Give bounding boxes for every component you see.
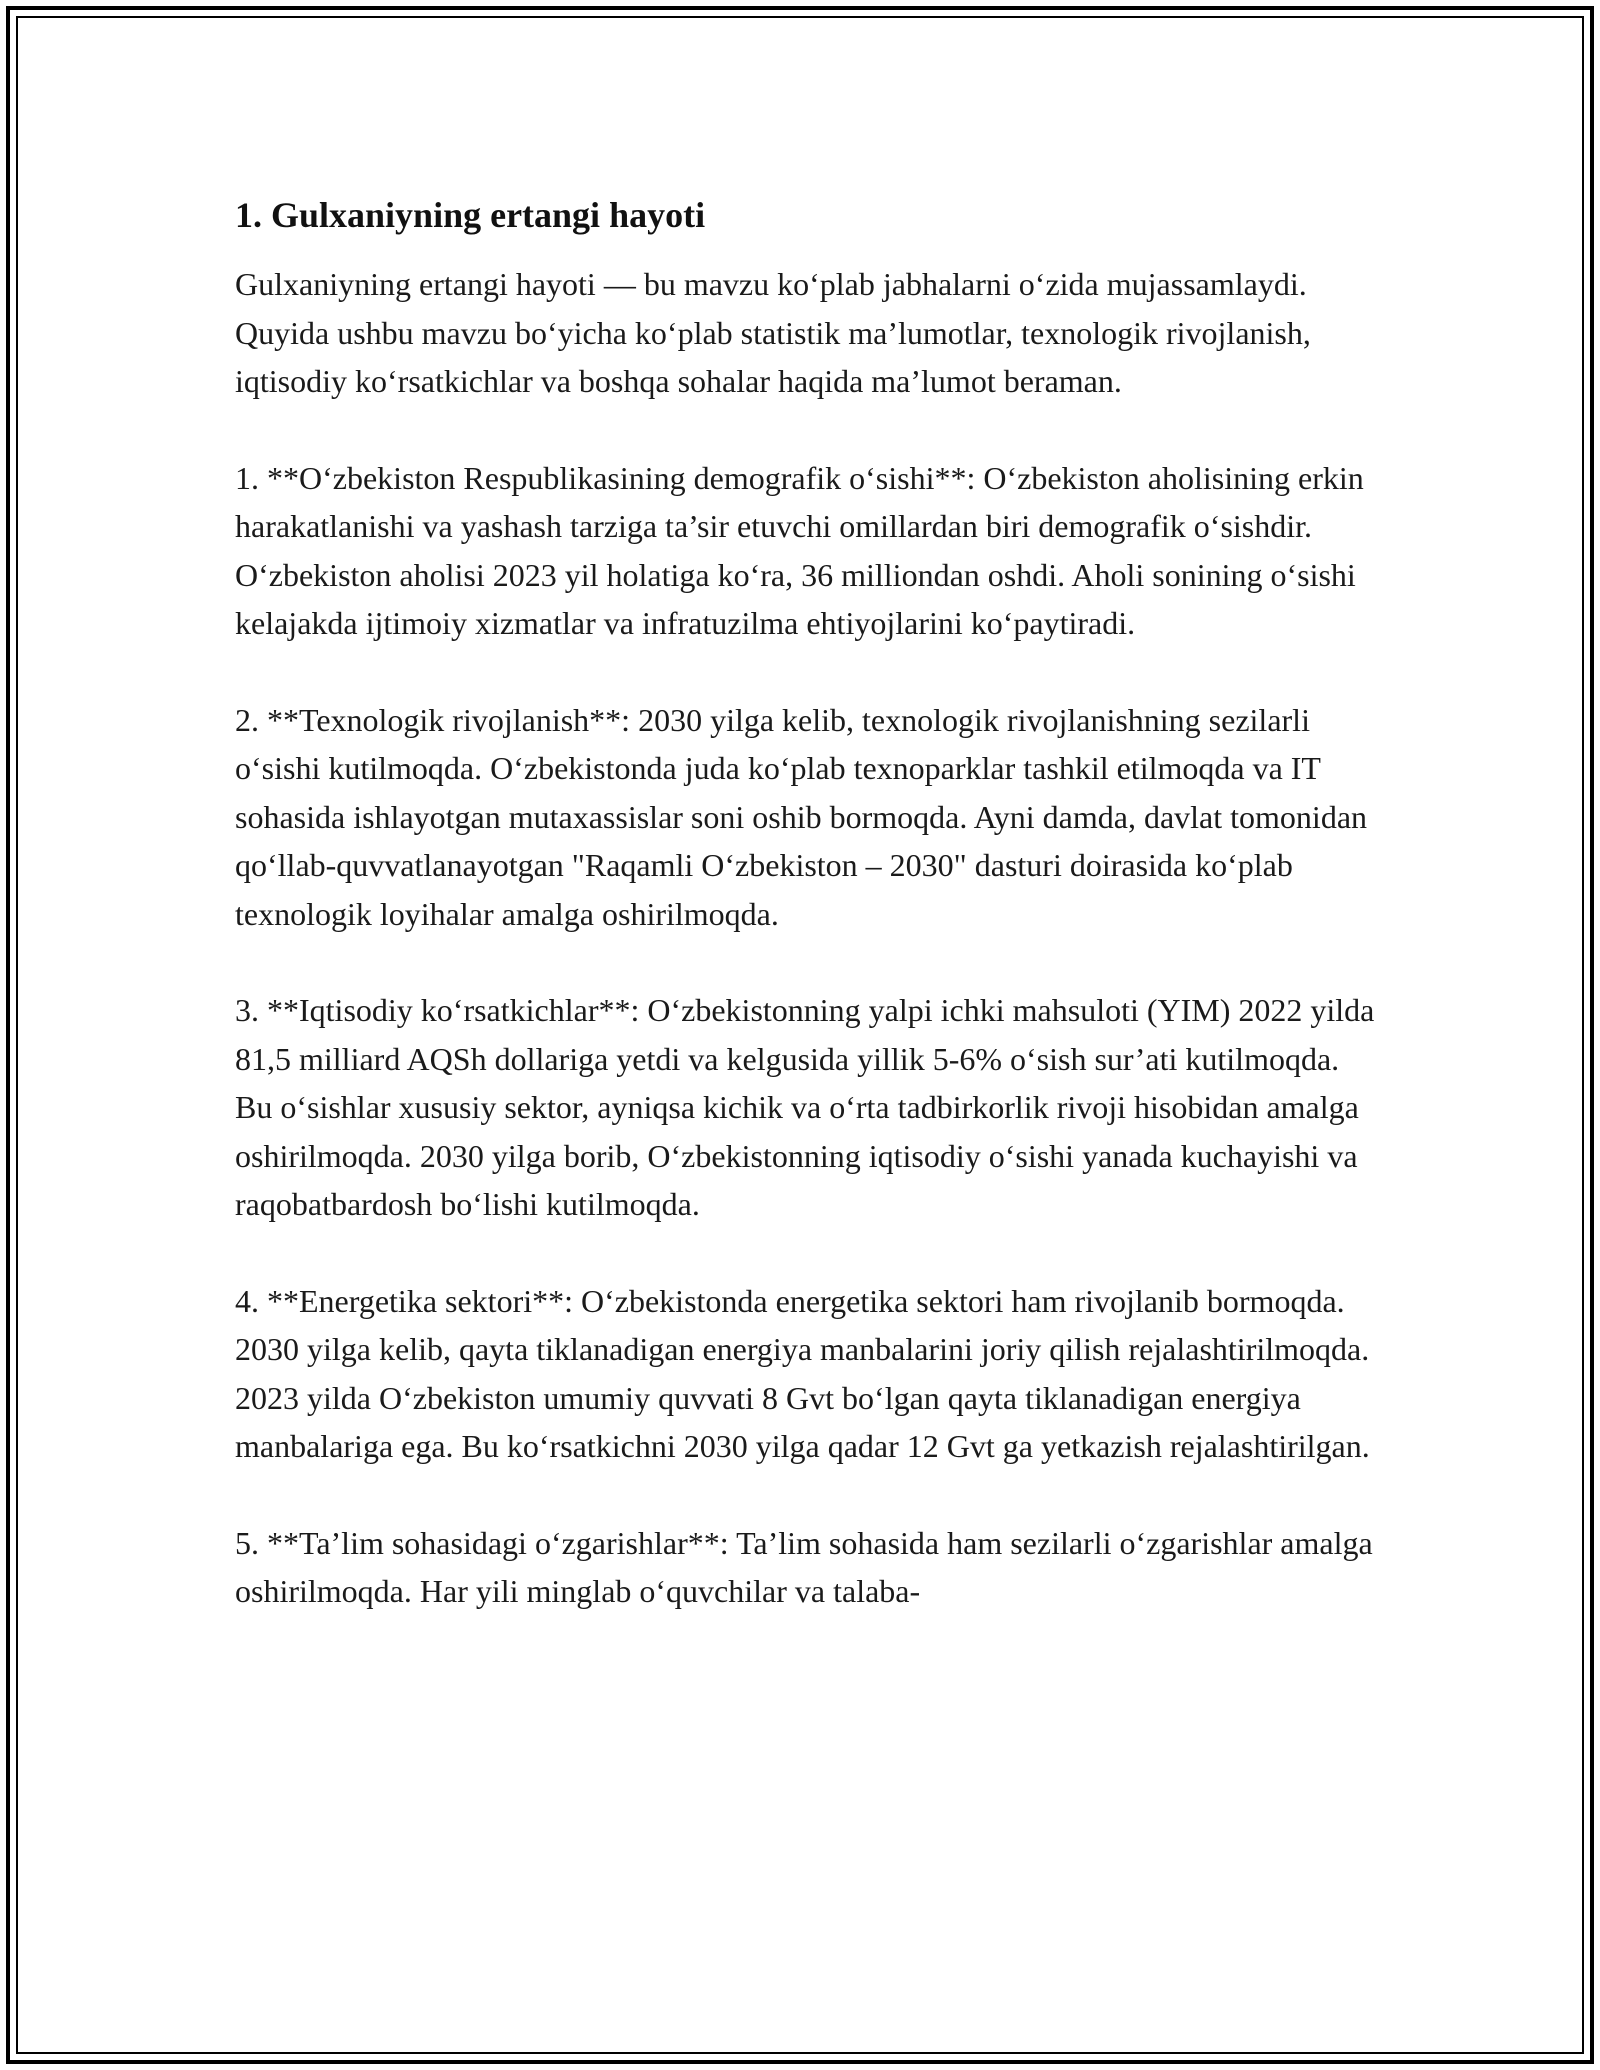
paragraph-technology: 2. **Texnologik rivojlanish**: 2030 yilga kelib, texnologik rivojlanishning sezilarli o‘sishi kutilmoqda. O‘zbekistonda juda ko‘plab texnoparklar tashkil etilmoqda va IT sohasida ishlayotgan mutaxassislar soni oshib bormoqda. Ayni damda, davlat tomonidan qo‘llab-quvvatlanayotgan "Raqamli O‘zbekiston – 2030" dasturi doirasida ko‘plab texnologik loyihalar amalga oshirilmoqda.: [235, 701, 1368, 932]
paragraph-education: 5. **Ta’lim sohasidagi o‘zgarishlar**: Ta’lim sohasida ham sezilarli o‘zgarishlar amalga oshirilmoqda. Har yili minglab o‘quvchilar va talaba-: [235, 1524, 1373, 1609]
paragraph-economy: 3. **Iqtisodiy ko‘rsatkichlar**: O‘zbekistonning yalpi ichki mahsuloti (YIM) 2022 yilda 81,5 milliard AQSh dollariga yetdi va kelgusida yillik 5-6% o‘sish sur’ati kutilmoqda. Bu o‘sishlar xususiy sektor, ayniqsa kichik va o‘rta tadbirkorlik rivoji hisobidan amalga oshirilmoqda. 2030 yilga borib, O‘zbekistonning iqtisodiy o‘sishi yanada kuchayishi va raqobatbardosh bo‘lishi kutilmoqda.: [235, 992, 1375, 1222]
intro-paragraph: Gulxaniyning ertangi hayoti — bu mavzu ko‘plab jabhalarni o‘zida mujassamlaydi. Quyida ushbu mavzu bo‘yicha ko‘plab statistik ma’lumotlar, texnologik rivojlanish, iqtisodiy ko‘rsatkichlar va boshqa sohalar haqida ma’lumot beraman.: [235, 266, 1311, 399]
paragraph-energy: 4. **Energetika sektori**: O‘zbekistonda energetika sektori ham rivojlanib bormoqda. 2030 yilga kelib, qayta tiklanadigan energiya manbalarini joriy qilish rejalashtirilmoqda. 2023 yilda O‘zbekiston umumiy quvvati 8 Gvt bo‘lgan qayta tiklanadigan energiya manbalariga ega. Bu ko‘rsatkichni 2030 yilga qadar 12 Gvt ga yetkazish rejalashtirilgan.: [235, 1282, 1370, 1464]
paragraph-demography: 1. **O‘zbekiston Respublikasining demografik o‘sishi**: O‘zbekiston aholisining erkin harakatlanishi va yashash tarziga ta’sir etuvchi omillardan biri demografik o‘sishdir. O‘zbekiston aholisi 2023 yil holatiga ko‘ra, 36 milliondan oshdi. Aholi sonining o‘sishi kelajakda ijtimoiy xizmatlar va infratuzilma ehtiyojlarini ko‘paytiradi.: [235, 459, 1364, 641]
document-body: [235, 188, 1375, 1664]
document-title: 1. Gulxaniyning ertangi hayoti: [235, 195, 706, 235]
